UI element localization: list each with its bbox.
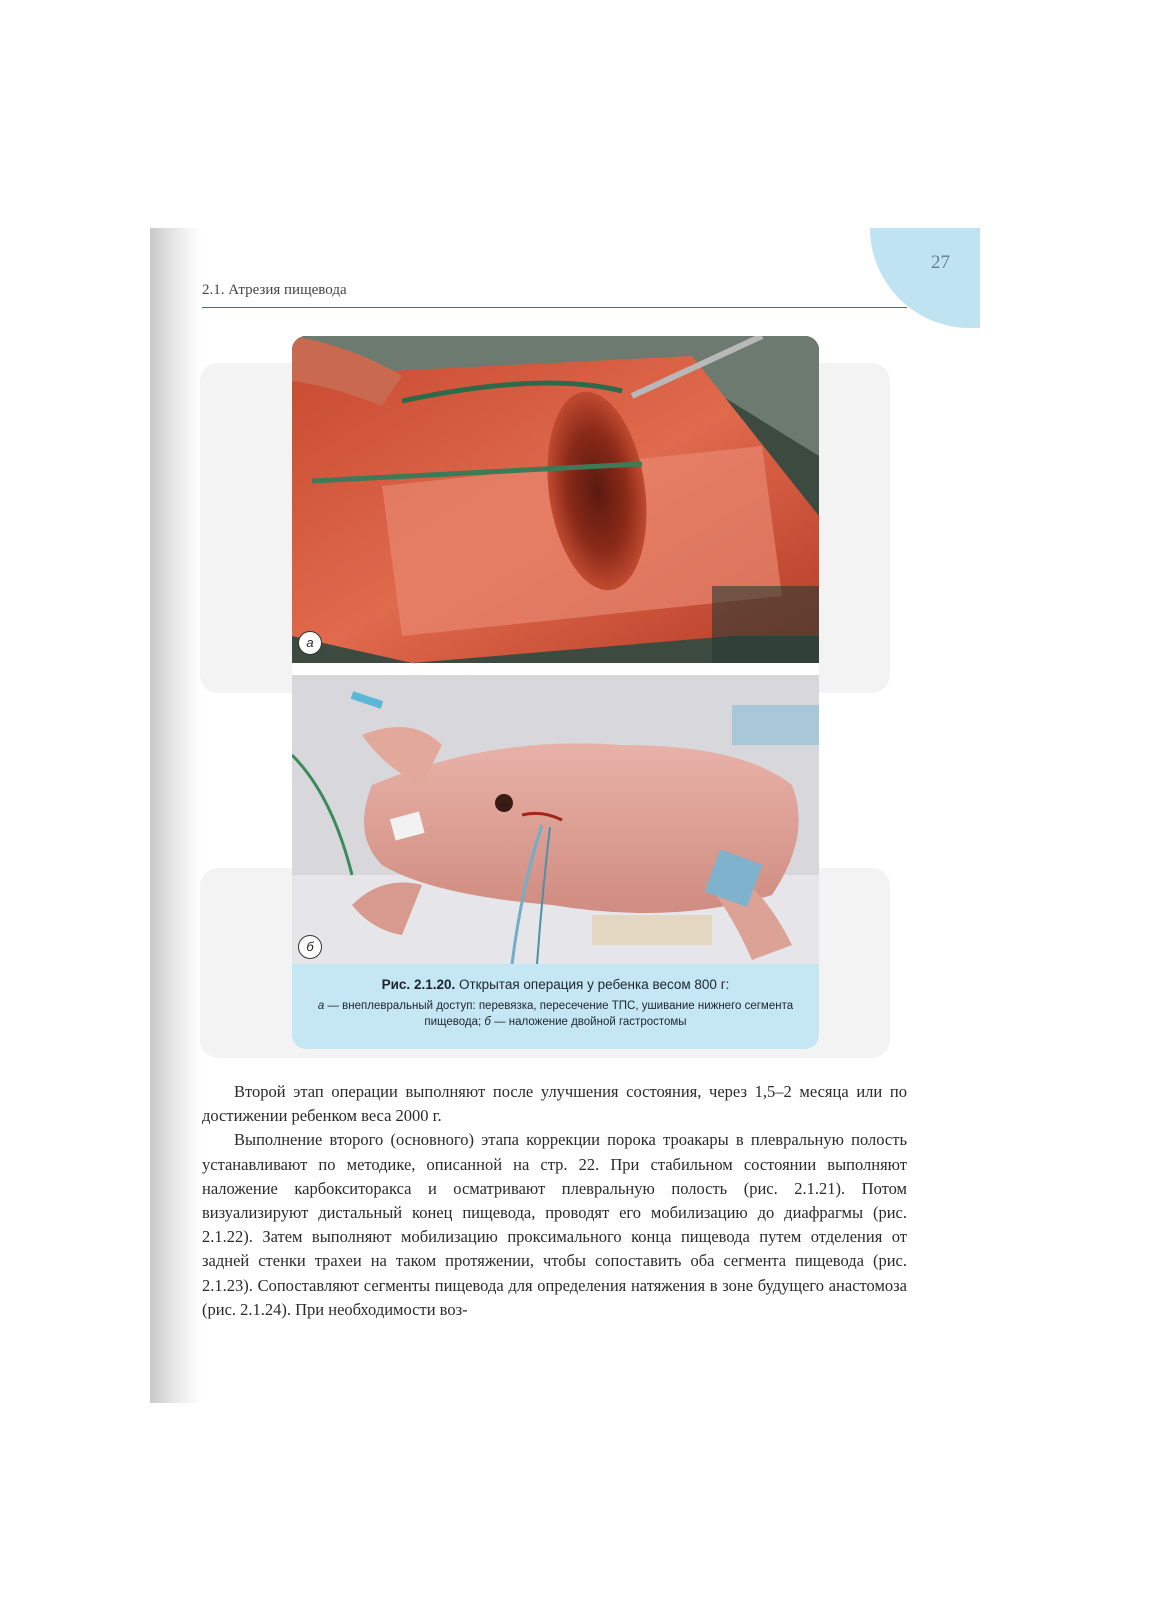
- caption-a-text: — внеплевральный доступ: перевязка, пересечение ТПС, ушивание нижнего сегмента пищевода;: [327, 1000, 794, 1028]
- paragraph-1: Второй этап операции выполняют после улучшения состояния, через 1,5–2 месяца или по достижении ребенком веса 2000 г.: [202, 1082, 907, 1126]
- page-number-tab: [870, 228, 980, 328]
- caption-b-text: — наложение двойной гастростомы: [494, 1016, 687, 1028]
- figure-2-1-20: [292, 336, 819, 1049]
- page-number: 27: [931, 252, 950, 273]
- figure-caption: [292, 964, 819, 1049]
- surgery-photo-a: [292, 336, 819, 663]
- header-rule: [202, 307, 907, 308]
- caption-number: Рис. 2.1.20.: [381, 977, 456, 992]
- caption-a-letter: а: [317, 1000, 325, 1012]
- surgery-photo-a-drawing: [292, 336, 819, 663]
- caption-title: [292, 964, 819, 992]
- caption-body: [292, 998, 819, 1030]
- infant-photo-b-drawing: [292, 675, 819, 964]
- page-spine-shadow: [150, 228, 202, 1403]
- caption-title-text: Открытая операция у ребенка весом 800 г:: [459, 977, 730, 992]
- panel-label-a: а: [298, 631, 322, 655]
- paragraph-2: Выполнение второго (основного) этапа коррекции порока троакары в плевральную полость устанавливают по методике, описанной на стр. 22. При стабильном состоянии выполняют наложение карбокситоракса и осматривают плевральную полость (рис. 2.1.21). Потом визуализируют дистальный конец пищевода, проводят его мобилизацию до диафрагмы (рис. 2.1.22). Затем выполняют мобилизацию проксимального конца пищевода путем отделения от задней стенки трахеи на таком протяжении, чтобы сопоставить оба сегмента пищевода (рис. 2.1.23). Сопоставляют сегменты пищевода для определения натяжения в зоне будущего анастомоза (рис. 2.1.24). При необходимости воз-: [202, 1130, 907, 1319]
- book-page: [150, 228, 980, 1403]
- infant-photo-b: [292, 675, 819, 964]
- caption-b-letter: б: [484, 1016, 491, 1028]
- running-head: 2.1. Атрезия пищевода: [202, 282, 347, 298]
- panel-label-b: б: [298, 935, 322, 959]
- body-text: [202, 1080, 907, 1322]
